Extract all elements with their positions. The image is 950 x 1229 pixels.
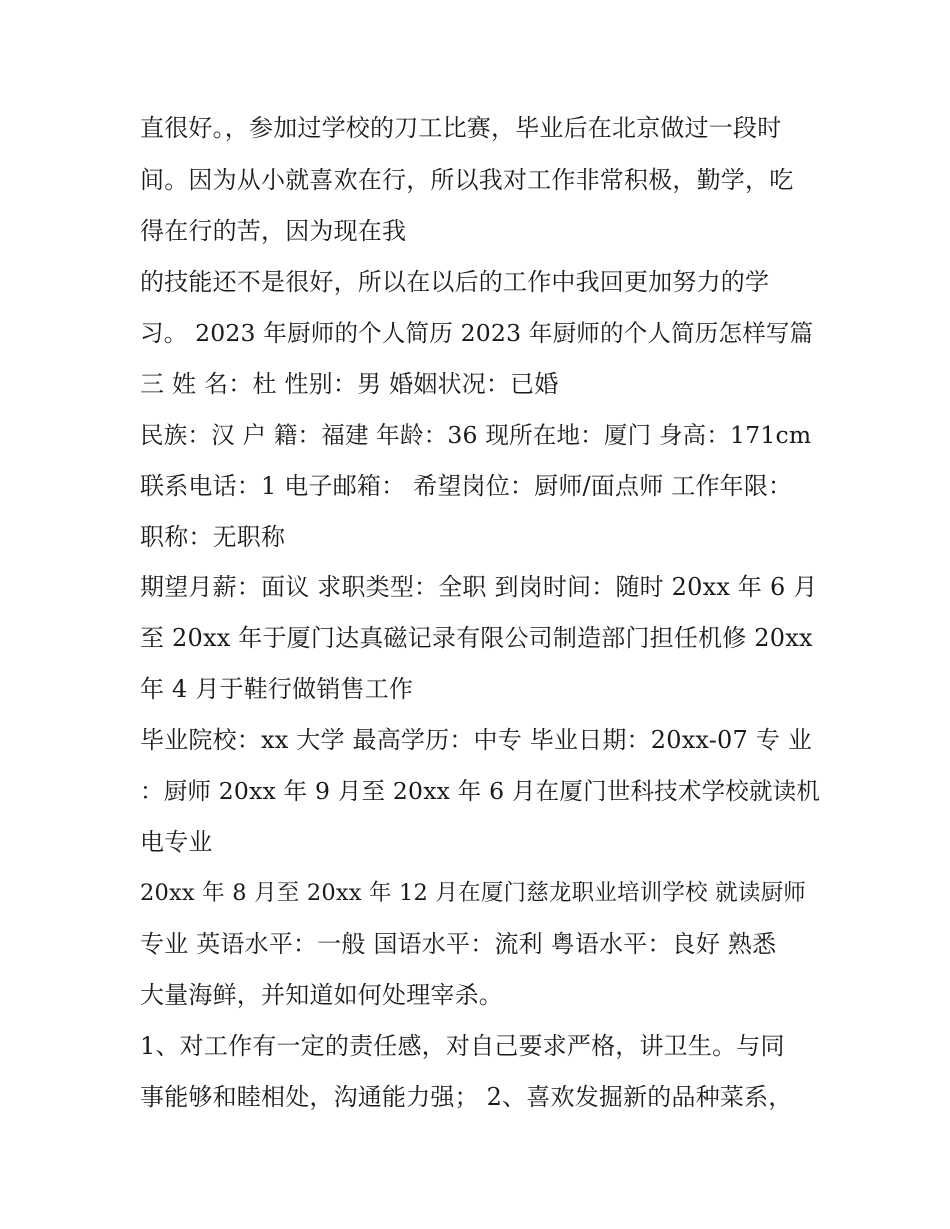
text-line: 毕业院校：xx 大学 最高学历：中专 毕业日期：20xx-07 专 业: [140, 726, 813, 754]
text-line: 电专业: [140, 828, 213, 856]
text-line: ：厨师 20xx 年 9 月至 20xx 年 6 月在厦门世科技术学校就读机: [140, 777, 821, 805]
text-line: 1、对工作有一定的责任感，对自己要求严格，讲卫生。与同: [140, 1032, 785, 1060]
text-line: 20xx 年 8 月至 20xx 年 12 月在厦门慈龙职业培训学校 就读厨师: [140, 880, 806, 906]
text-line: 职称：无职称: [140, 523, 286, 551]
text-line: 得在行的苦，因为现在我: [140, 217, 407, 245]
text-line: 三 姓 名：杜 性别：男 婚姻状况：已婚: [140, 370, 559, 398]
text-line: 至 20xx 年于厦门达真磁记录有限公司制造部门担任机修 20xx: [140, 624, 813, 652]
text-line: 的技能还不是很好，所以在以后的工作中我回更加努力的学: [140, 268, 770, 296]
text-line: 间。因为从小就喜欢在行，所以我对工作非常积极，勤学，吃: [140, 166, 794, 194]
text-line: 直很好。，参加过学校的刀工比赛，毕业后在北京做过一段时: [140, 114, 782, 142]
text-line: 联系电话：1 电子邮箱： 希望岗位：厨师/面点师 工作年限：: [140, 472, 793, 500]
text-line: 专业 英语水平：一般 国语水平：流利 粤语水平：良好 熟悉: [140, 930, 777, 958]
text-line: 期望月薪：面议 求职类型：全职 到岗时间：随时 20xx 年 6 月: [140, 573, 818, 601]
text-line: 民族：汉 户 籍：福建 年龄：36 现所在地：厦门 身高：171cm: [140, 421, 812, 449]
text-line: 事能够和睦相处，沟通能力强； 2、喜欢发掘新的品种菜系，: [140, 1083, 793, 1111]
text-line: 大量海鲜，并知道如何处理宰杀。: [140, 981, 503, 1009]
text-line: 年 4 月于鞋行做销售工作: [140, 675, 414, 703]
text-line: 习。 2023 年厨师的个人简历 2023 年厨师的个人简历怎样写篇: [140, 319, 814, 347]
